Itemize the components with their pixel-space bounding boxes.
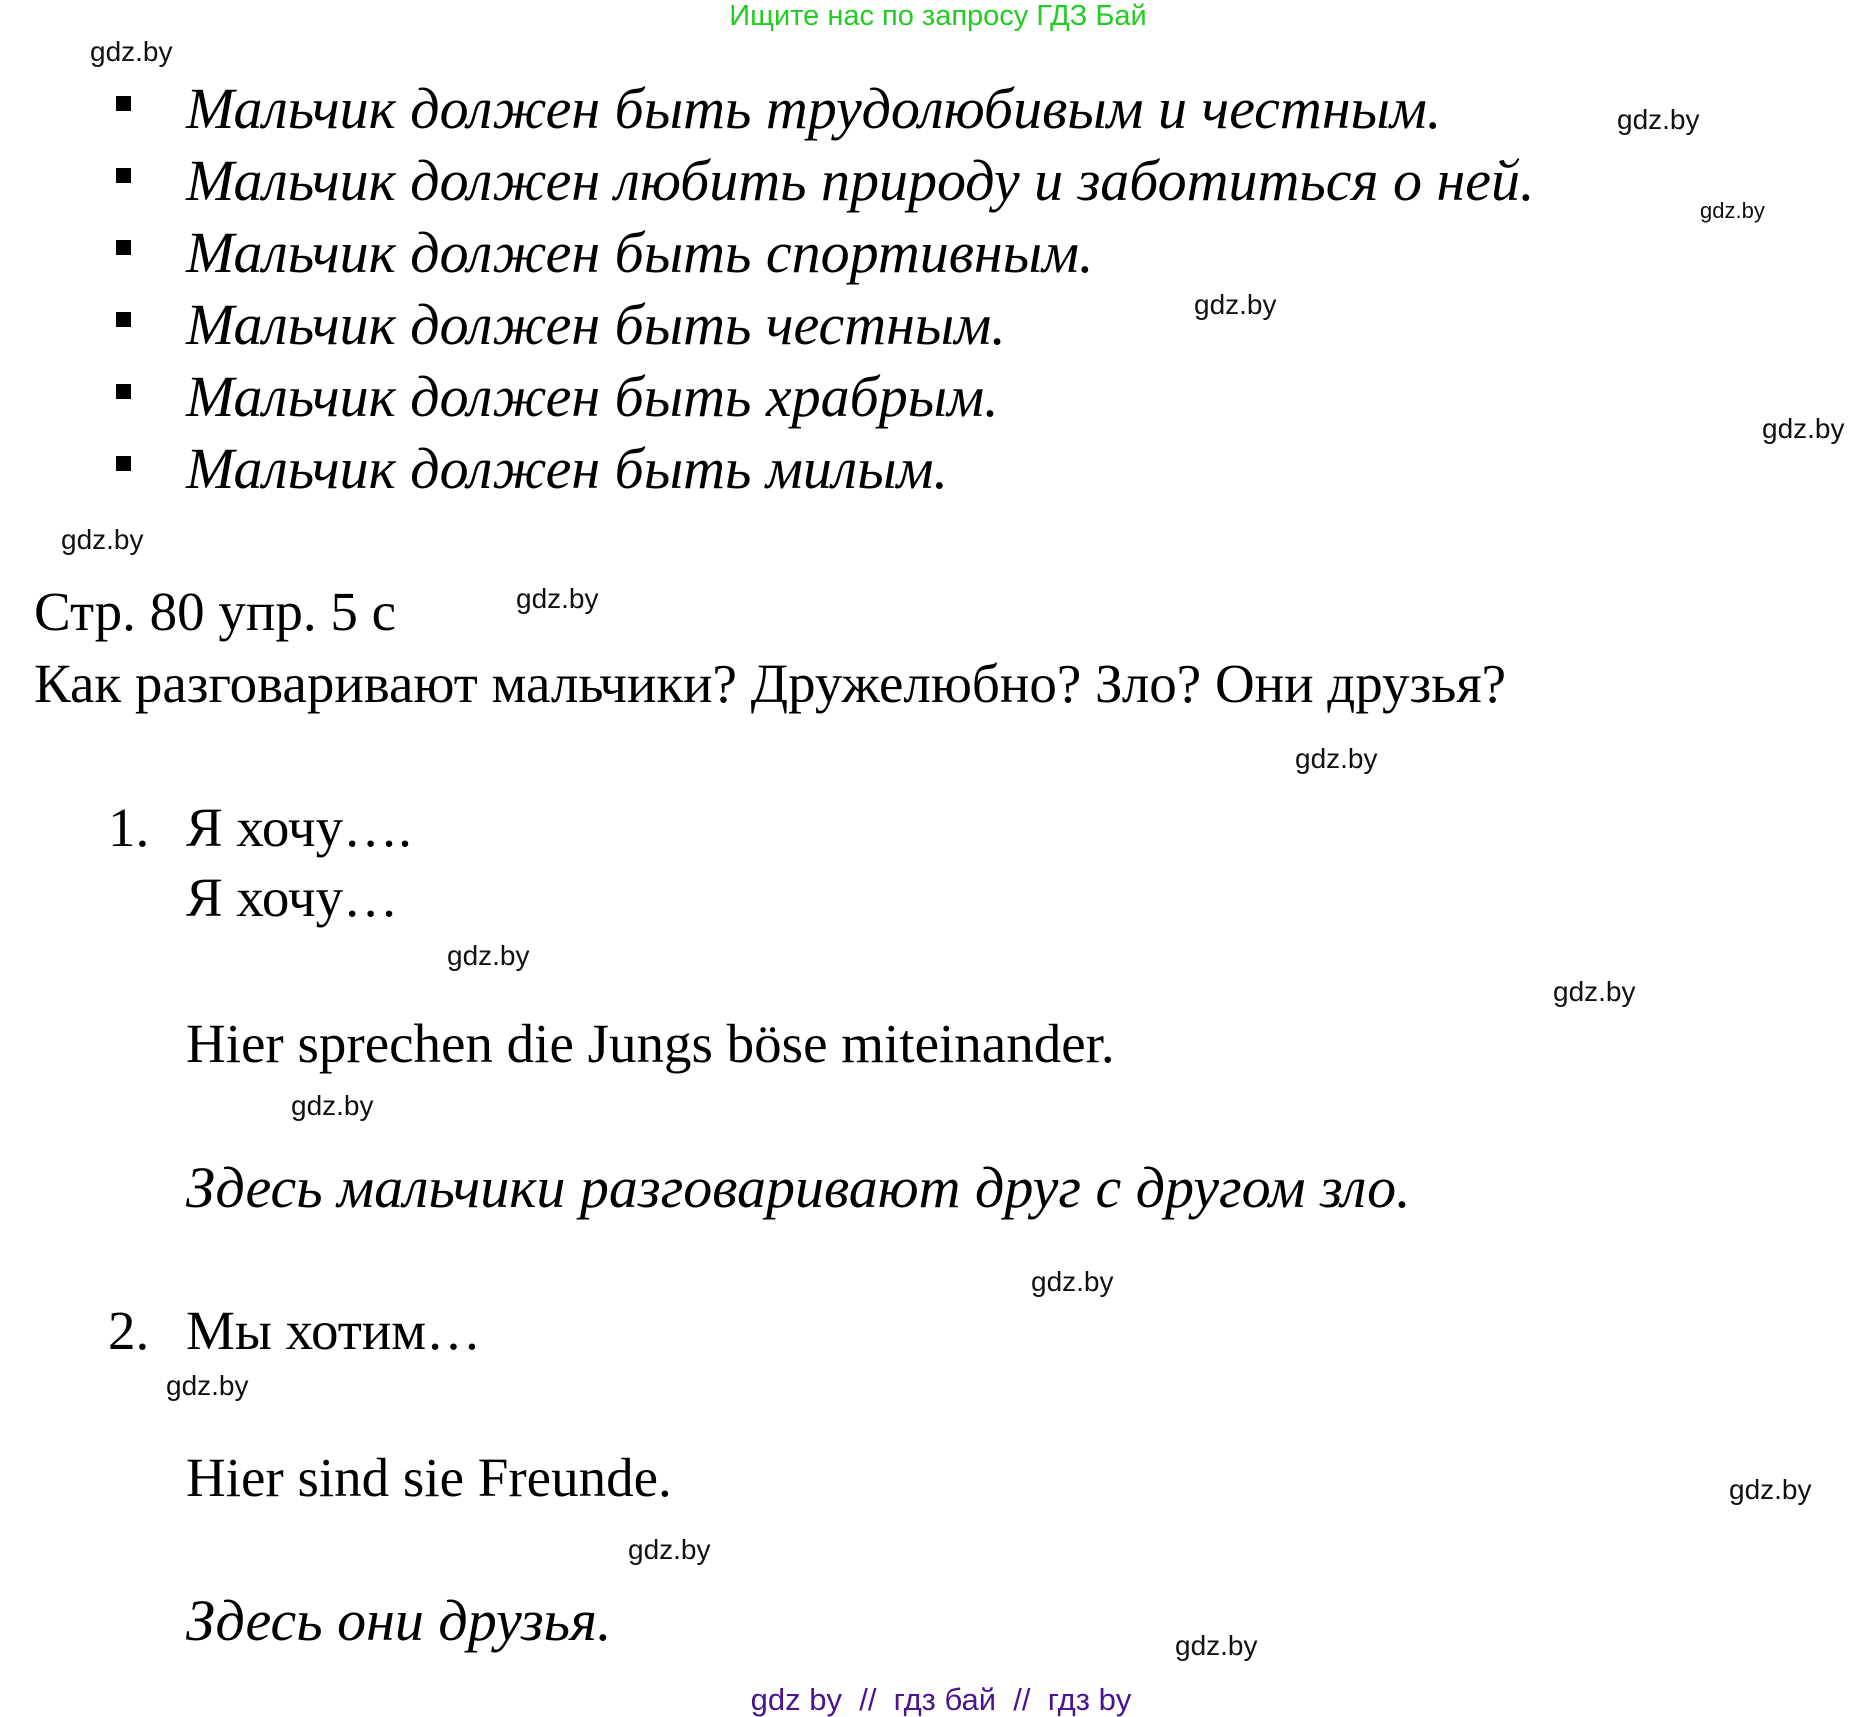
watermark: gdz.by bbox=[516, 583, 599, 614]
bullet-icon bbox=[116, 240, 131, 255]
list-item: Мальчик должен быть спортивным. bbox=[186, 220, 1094, 285]
german-answer: Hier sprechen die Jungs böse miteinander. bbox=[186, 1013, 1115, 1074]
bullet-icon bbox=[116, 456, 131, 471]
german-answer: Hier sind sie Freunde. bbox=[186, 1447, 672, 1508]
item-number: 1. bbox=[108, 797, 150, 858]
list-item: Мальчик должен любить природу и заботиться о ней. bbox=[186, 148, 1535, 213]
watermark: gdz.by bbox=[1031, 1266, 1114, 1297]
translation: Здесь они друзья. bbox=[186, 1588, 612, 1653]
item-line: Я хочу…. bbox=[186, 797, 412, 858]
exercise-title: Стр. 80 упр. 5 с bbox=[34, 581, 397, 642]
watermark: gdz.by bbox=[1762, 413, 1845, 444]
watermark: gdz.by bbox=[291, 1090, 374, 1121]
watermark: gdz.by bbox=[61, 524, 144, 555]
list-item: Мальчик должен быть храбрым. bbox=[186, 364, 999, 429]
footer-brand: gdz by // гдз бай // гдз by bbox=[750, 1682, 1132, 1717]
watermark: gdz.by bbox=[447, 940, 530, 971]
exercise-question: Как разговаривают мальчики? Дружелюбно? Зло? Они друзья? bbox=[34, 653, 1507, 714]
search-hint-header: Ищите нас по запросу ГДЗ Бай bbox=[729, 0, 1147, 32]
watermark: gdz.by bbox=[1617, 104, 1700, 135]
watermark: gdz.by bbox=[1700, 198, 1765, 223]
item-number: 2. bbox=[108, 1300, 150, 1361]
watermark: gdz.by bbox=[1553, 976, 1636, 1007]
watermark: gdz.by bbox=[1175, 1630, 1258, 1661]
list-item: Мальчик должен быть трудолюбивым и честным. bbox=[186, 76, 1442, 141]
watermark: gdz.by bbox=[1194, 289, 1277, 320]
watermark: gdz.by bbox=[628, 1534, 711, 1565]
bullet-icon bbox=[116, 384, 131, 399]
bullet-icon bbox=[116, 312, 131, 327]
item-line: Мы хотим… bbox=[186, 1300, 482, 1361]
watermark: gdz.by bbox=[1295, 743, 1378, 774]
translation: Здесь мальчики разговаривают друг с другом зло. bbox=[186, 1155, 1411, 1220]
list-item: Мальчик должен быть милым. bbox=[186, 436, 948, 501]
item-line: Я хочу… bbox=[186, 867, 399, 928]
bullet-icon bbox=[116, 96, 131, 111]
watermark: gdz.by bbox=[1729, 1474, 1812, 1505]
bullet-icon bbox=[116, 168, 131, 183]
watermark: gdz.by bbox=[90, 36, 173, 67]
list-item: Мальчик должен быть честным. bbox=[186, 292, 1006, 357]
watermark: gdz.by bbox=[166, 1370, 249, 1401]
